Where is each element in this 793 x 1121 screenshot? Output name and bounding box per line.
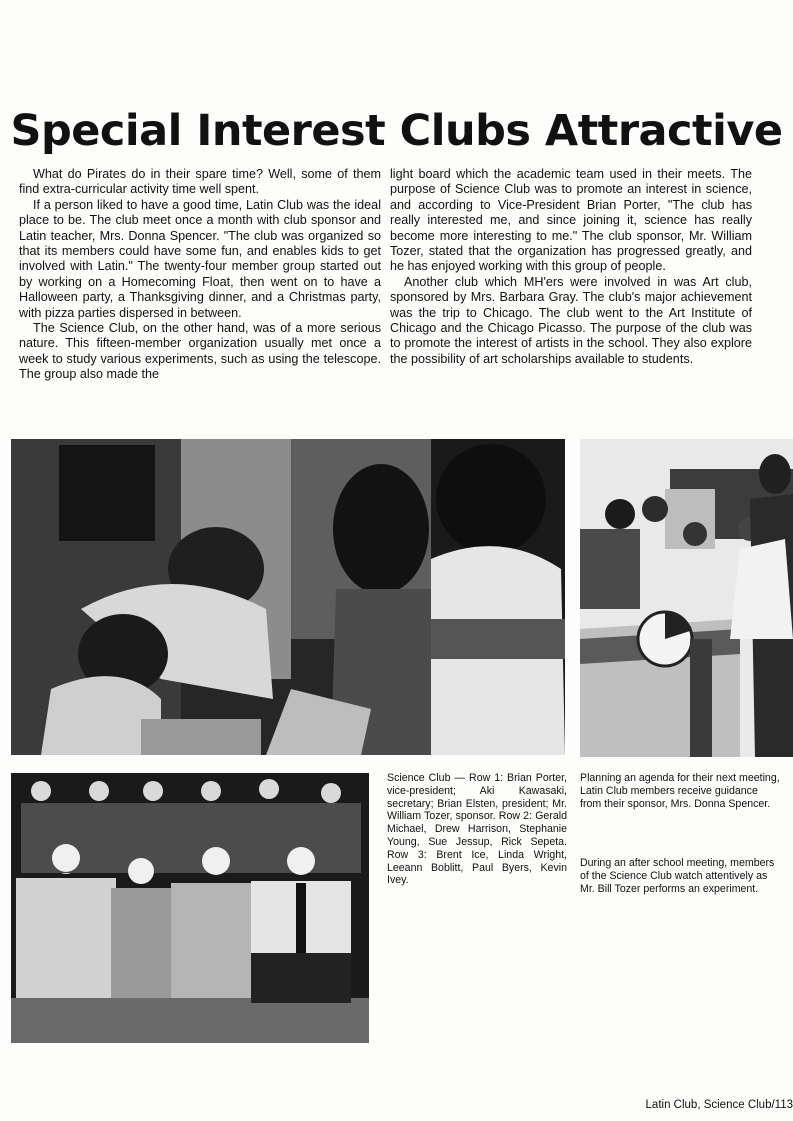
- body-paragraph: If a person liked to have a good time, Latin Club was the ideal place to be. The club meet once a month with club sponsor and Latin teacher, Mrs. Donna Spencer. "The club was organized so that its members could have some fun, and enables kids to get involved with Latin." The twenty-four member group started out by working on a Homecoming Float, then went on to have a Halloween party, a Thanksgiving dinner, and a Christmas party, with pizza parties dispersed in between.: [19, 197, 381, 320]
- body-column-left: [19, 167, 381, 383]
- body-paragraph: Another club which MH'ers were involved in was Art club, sponsored by Mrs. Barbara Gray. The club's major achievement was the trip to Chicago. The club went to the Art Institute of Chicago and the Chicago Picasso. The purpose of the club was to promote the interest of artists in the school. They also explore the possibility of art scholarships available to students.: [390, 274, 752, 366]
- page-folio: Latin Club, Science Club/113: [645, 1099, 793, 1111]
- science-club-group-photo: [11, 773, 369, 1043]
- latin-club-photo-caption: Planning an agenda for their next meeting, Latin Club members receive guidance from their sponsor, Mrs. Donna Spencer.: [580, 772, 780, 810]
- group-photo-caption: Science Club — Row 1: Brian Porter, vice-president; Aki Kawasaki, secretary; Brian Elsten, president; Mr. William Tozer, sponsor. Row 2: Gerald Michael, Drew Harrison, Stephanie Young, Sue Jessup, Rick Sepeta. Row 3: Brent Ice, Linda Wright, Leeann Boblitt, Paul Byers, Kevin Ivey.: [387, 772, 567, 887]
- page-headline: Special Interest Clubs Attractive: [10, 106, 783, 156]
- body-paragraph: The Science Club, on the other hand, was of a more serious nature. This fifteen-member organization usually met once a week to study various experiments, such as using the telescope. The group also made the: [19, 321, 381, 382]
- body-paragraph: light board which the academic team used in their meets. The purpose of Science Club was to promote an interest in science, and according to Vice-President Brian Porter, "The club has really interested me, and since joining it, science has really become more interesting to me." The club sponsor, Mr. William Tozer, stated that the organization has progressed greatly, and he has enjoyed working with this group of people.: [390, 167, 752, 274]
- body-paragraph: What do Pirates do in their spare time? Well, some of them find extra-curricular activity time well spent.: [19, 167, 381, 197]
- science-club-photo-caption: During an after school meeting, members of the Science Club watch attentively as Mr. Bill Tozer performs an experiment.: [580, 857, 775, 895]
- body-column-right: [390, 167, 752, 367]
- latin-club-photo: [11, 439, 565, 755]
- science-club-experiment-photo: [580, 439, 793, 757]
